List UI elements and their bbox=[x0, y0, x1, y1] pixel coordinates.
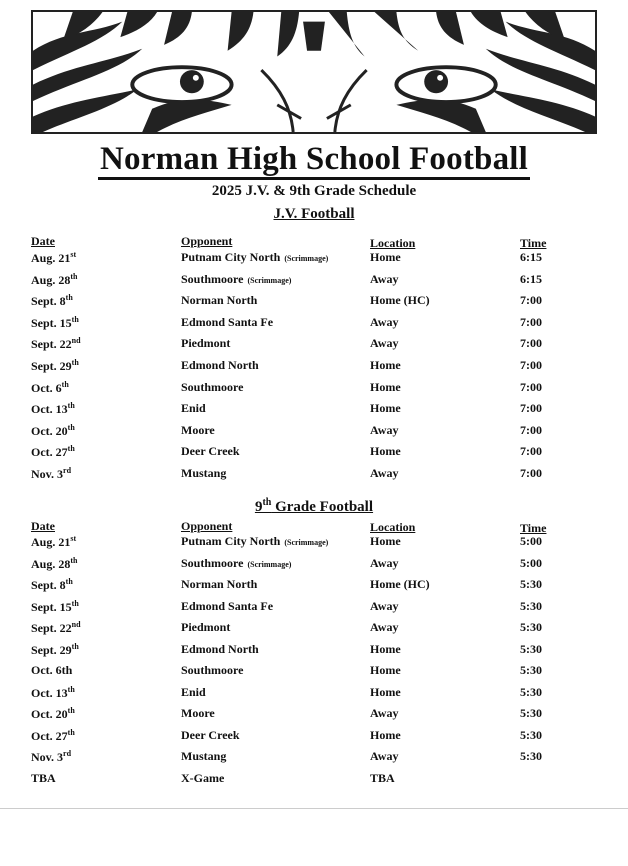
game-time: 7:00 bbox=[520, 444, 542, 459]
schedule-row bbox=[0, 642, 628, 662]
game-opponent: Deer Creek bbox=[181, 727, 240, 742]
game-date: Nov. 3rd bbox=[31, 466, 72, 481]
game-location: Away bbox=[370, 706, 399, 720]
game-date: Oct. 27th bbox=[31, 727, 75, 743]
game-time: 5:30 bbox=[520, 663, 542, 677]
game-opponent: Southmoore bbox=[181, 379, 244, 394]
game-opponent: Enid bbox=[181, 684, 206, 699]
game-location: Home (HC) bbox=[370, 293, 430, 308]
game-opponent: Deer Creek bbox=[181, 444, 240, 459]
game-time: 7:00 bbox=[520, 358, 542, 372]
game-opponent: Piedmont bbox=[181, 336, 231, 351]
game-date: Sept. 22nd bbox=[31, 336, 81, 352]
game-time: 7:00 bbox=[520, 336, 542, 351]
game-opponent: Putnam City North (Scrimmage) bbox=[181, 534, 329, 548]
game-time: 5:30 bbox=[520, 727, 542, 742]
game-opponent: Southmoore (Scrimmage) bbox=[181, 555, 292, 570]
game-opponent: Norman North bbox=[181, 577, 258, 591]
game-time: 5:00 bbox=[520, 555, 542, 570]
game-location: Away bbox=[370, 598, 399, 613]
game-time: 5:30 bbox=[520, 684, 542, 699]
game-time: 7:00 bbox=[520, 466, 542, 480]
game-location: Home bbox=[370, 250, 401, 264]
game-opponent: Edmond Santa Fe bbox=[181, 314, 274, 329]
game-location: Away bbox=[370, 314, 399, 329]
game-time: 6:15 bbox=[520, 250, 542, 264]
schedule-row bbox=[0, 380, 628, 400]
game-date: Oct. 20th bbox=[31, 422, 75, 438]
game-location: Home bbox=[370, 379, 401, 394]
tiger-stripes-art bbox=[33, 12, 595, 132]
schedule-row bbox=[0, 423, 628, 443]
game-location: Away bbox=[370, 271, 399, 286]
game-date: Aug. 21st bbox=[31, 534, 77, 549]
game-date: Oct. 27th bbox=[31, 444, 75, 460]
page-title: Norman High School Football bbox=[0, 141, 628, 178]
game-location: Home bbox=[370, 641, 401, 656]
schedule-row bbox=[0, 444, 628, 464]
game-location: Away bbox=[370, 749, 399, 763]
ninth-col-date: Date bbox=[31, 519, 55, 533]
game-opponent: Mustang bbox=[181, 466, 227, 480]
page-bottom-edge bbox=[0, 808, 628, 809]
schedule-row bbox=[0, 663, 628, 683]
game-location: Away bbox=[370, 620, 399, 634]
game-location: Home bbox=[370, 358, 401, 372]
game-time: 7:00 bbox=[520, 401, 542, 416]
scrimmage-note: (Scrimmage) bbox=[284, 254, 329, 263]
game-date: Sept. 8th bbox=[31, 577, 73, 592]
game-opponent: Piedmont bbox=[181, 620, 231, 634]
game-location: Home (HC) bbox=[370, 577, 430, 591]
ninth-section-heading: 9th Grade Football bbox=[254, 497, 374, 515]
game-location: Away bbox=[370, 422, 399, 437]
game-date: Oct. 6th bbox=[31, 379, 69, 395]
schedule-row bbox=[0, 556, 628, 576]
game-location: Away bbox=[370, 555, 399, 570]
game-date: Oct. 13th bbox=[31, 401, 75, 417]
schedule-row bbox=[0, 358, 628, 378]
game-opponent: Southmoore (Scrimmage) bbox=[181, 271, 292, 286]
jv-col-opponent: Opponent bbox=[181, 234, 233, 248]
game-opponent: Mustang bbox=[181, 749, 227, 763]
game-time: 5:30 bbox=[520, 577, 542, 591]
game-opponent: X-Game bbox=[181, 770, 225, 785]
schedule-row bbox=[0, 336, 628, 356]
game-date: Oct. 6th bbox=[31, 663, 73, 677]
game-date: Oct. 13th bbox=[31, 684, 75, 700]
game-date: Nov. 3rd bbox=[31, 749, 72, 764]
game-opponent: Edmond Santa Fe bbox=[181, 598, 274, 613]
schedule-row bbox=[0, 771, 628, 791]
game-location: Home bbox=[370, 663, 401, 677]
game-location: Away bbox=[370, 466, 399, 480]
game-time: 7:00 bbox=[520, 422, 542, 437]
ninth-col-time: Time bbox=[520, 521, 547, 535]
game-time: 7:00 bbox=[520, 379, 542, 394]
game-location: Home bbox=[370, 401, 401, 416]
game-time: 5:30 bbox=[520, 749, 542, 763]
game-date: TBA bbox=[31, 770, 56, 785]
game-opponent: Edmond North bbox=[181, 641, 259, 656]
game-date: Sept. 29th bbox=[31, 641, 79, 657]
game-opponent: Moore bbox=[181, 422, 215, 437]
game-opponent: Moore bbox=[181, 706, 215, 720]
game-date: Sept. 8th bbox=[31, 293, 73, 309]
schedule-row bbox=[0, 728, 628, 748]
scrimmage-note: (Scrimmage) bbox=[284, 538, 329, 547]
schedule-row bbox=[0, 272, 628, 292]
schedule-row bbox=[0, 401, 628, 421]
schedule-row bbox=[0, 293, 628, 313]
game-opponent: Enid bbox=[181, 401, 206, 416]
game-date: Sept. 29th bbox=[31, 358, 79, 373]
schedule-row bbox=[0, 685, 628, 705]
game-time: 5:30 bbox=[520, 620, 542, 634]
jv-col-location: Location bbox=[370, 236, 416, 250]
schedule-row bbox=[0, 466, 628, 486]
schedule-row bbox=[0, 577, 628, 597]
jv-section-heading: J.V. Football bbox=[273, 206, 355, 222]
game-date: Sept. 22nd bbox=[31, 620, 81, 635]
game-opponent: Putnam City North (Scrimmage) bbox=[181, 250, 329, 264]
game-date: Sept. 15th bbox=[31, 314, 79, 330]
ninth-col-location: Location bbox=[370, 520, 416, 534]
schedule-subtitle: 2025 J.V. & 9th Grade Schedule bbox=[211, 183, 417, 199]
game-location: Away bbox=[370, 336, 399, 351]
jv-col-date: Date bbox=[31, 234, 55, 248]
game-opponent: Southmoore bbox=[181, 663, 244, 677]
scrimmage-note: (Scrimmage) bbox=[247, 275, 292, 285]
schedule-row bbox=[0, 250, 628, 270]
game-location: Home bbox=[370, 534, 401, 548]
scrimmage-note: (Scrimmage) bbox=[247, 559, 292, 569]
jv-col-time: Time bbox=[520, 236, 547, 250]
game-date: Sept. 15th bbox=[31, 598, 79, 614]
game-date: Aug. 28th bbox=[31, 555, 78, 571]
schedule-row bbox=[0, 315, 628, 335]
game-date: Oct. 20th bbox=[31, 706, 75, 721]
game-time: 5:30 bbox=[520, 598, 542, 613]
game-date: Aug. 21st bbox=[31, 250, 77, 265]
game-time: 5:00 bbox=[520, 534, 542, 548]
game-time: 7:00 bbox=[520, 293, 542, 308]
schedule-row bbox=[0, 706, 628, 726]
schedule-row bbox=[0, 534, 628, 554]
game-date: Aug. 28th bbox=[31, 271, 78, 287]
tiger-eyes-banner bbox=[31, 10, 597, 134]
game-opponent: Norman North bbox=[181, 293, 258, 308]
schedule-row bbox=[0, 599, 628, 619]
game-location: Home bbox=[370, 684, 401, 699]
game-time: 5:30 bbox=[520, 706, 542, 720]
game-time: 6:15 bbox=[520, 271, 542, 286]
schedule-row bbox=[0, 620, 628, 640]
game-time: 5:30 bbox=[520, 641, 542, 656]
schedule-row bbox=[0, 749, 628, 769]
game-location: Home bbox=[370, 727, 401, 742]
ninth-col-opponent: Opponent bbox=[181, 519, 233, 533]
game-location: TBA bbox=[370, 770, 395, 785]
game-opponent: Edmond North bbox=[181, 358, 259, 372]
game-location: Home bbox=[370, 444, 401, 459]
game-time: 7:00 bbox=[520, 314, 542, 329]
